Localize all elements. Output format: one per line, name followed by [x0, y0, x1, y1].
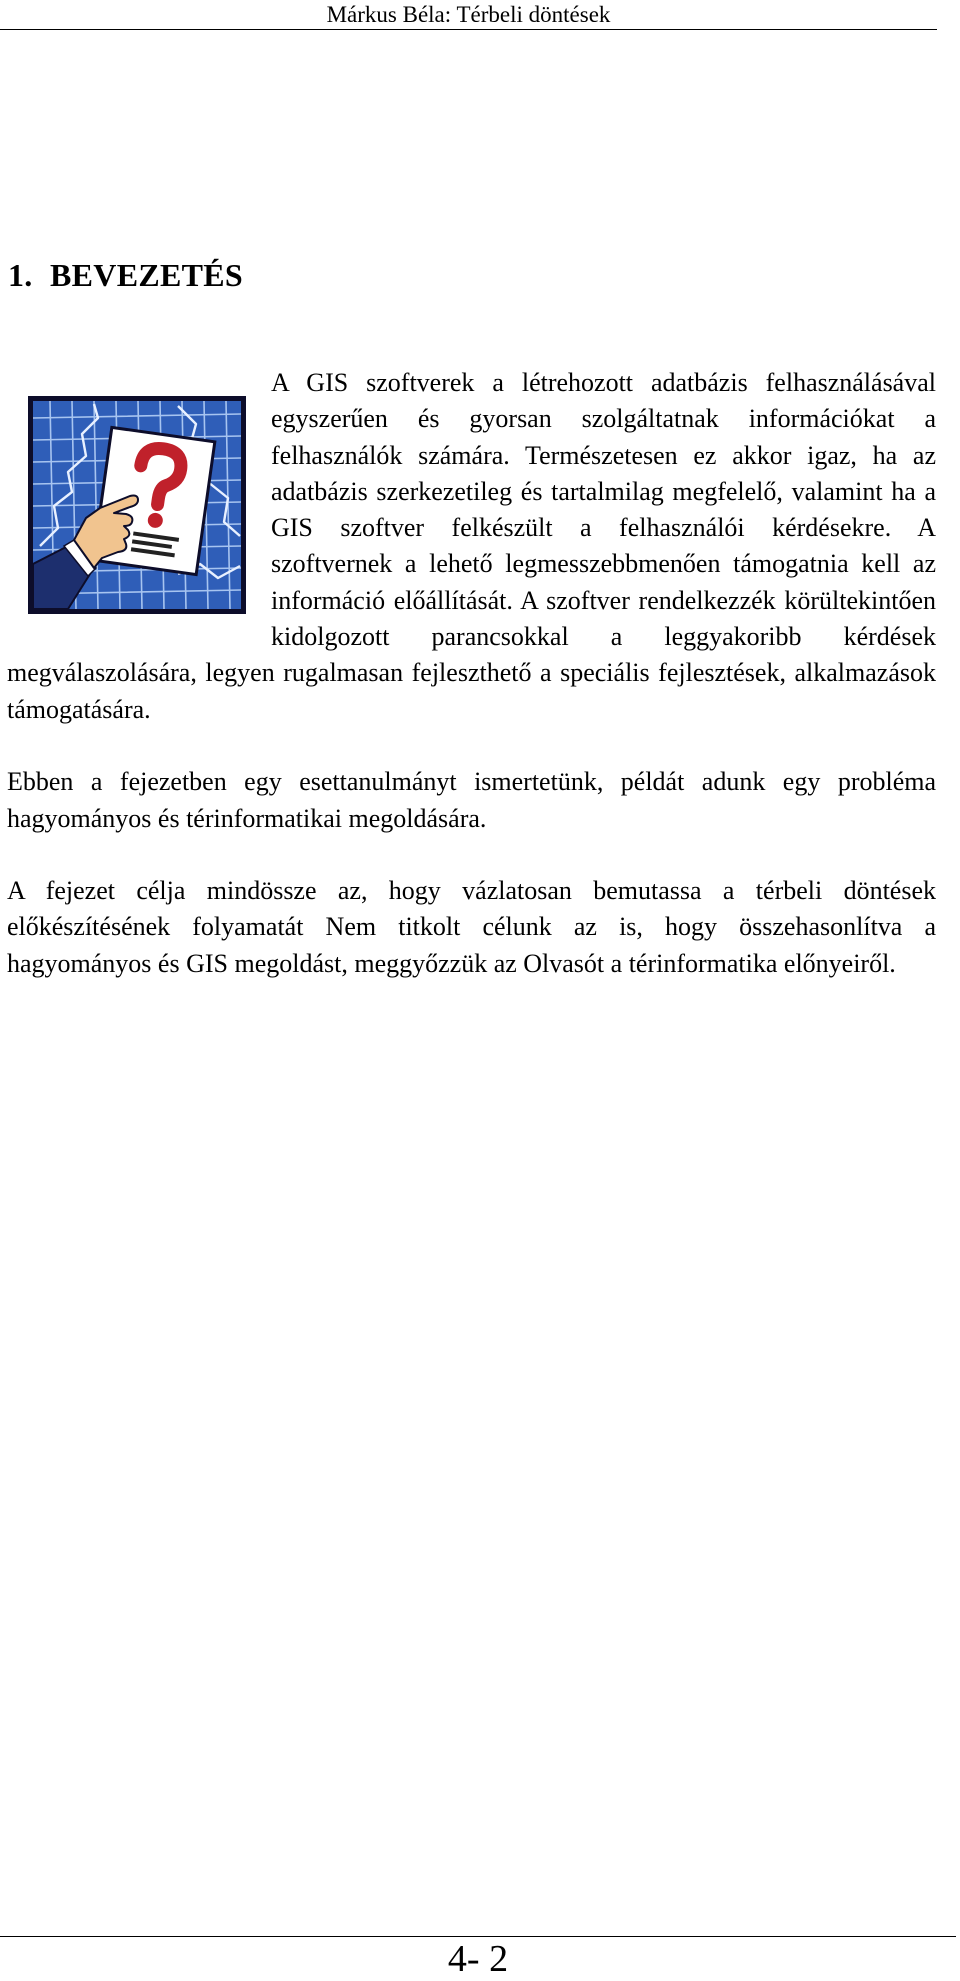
body-text — [7, 365, 936, 982]
paragraph-goal: A fejezet célja mindössze az, hogy vázlatosan bemutassa a térbeli döntések előkészítésének folyamatát Nem titkolt célunk az is, hogy összehasonlítva a hagyományos és GIS megoldást, meggyőzzük az Olvasót a térinformatika előnyeiről. — [7, 876, 936, 978]
page-number: 4- 2 — [447, 1938, 509, 1980]
chapter-heading — [8, 253, 243, 297]
chapter-number: 1. — [8, 257, 33, 293]
running-header: Márkus Béla: Térbeli döntések — [0, 0, 937, 30]
paragraph-intro: A GIS szoftverek a létrehozott adatbázis felhasználásával egyszerűen és gyorsan szolgáltatnak információkat a felhasználók számára. Természetesen ez akkor igaz, ha az adatbázis szerkezetileg és tartalmilag megfelelő, valamint ha a GIS szoftver felkészült a felhasználói kérdésekre. A szoftvernek a lehető legmesszebbmenően támogatnia kell az információ előállítását. A szoftver rendelkezzék körültekintően kidolgozott parancsokkal a leggyakoribb kérdések megválaszolására, legyen rugalmasan fejleszthető a speciális fejlesztések, alkalmazások támogatására. — [7, 368, 936, 724]
paragraph-case-study: Ebben a fejezetben egy esettanulmányt ismertetünk, példát adunk egy probléma hagyományos és térinformatikai megoldására. — [7, 767, 936, 833]
chapter-title: BEVEZETÉS — [50, 257, 244, 293]
question-document-pointing-hand-icon — [28, 396, 246, 614]
